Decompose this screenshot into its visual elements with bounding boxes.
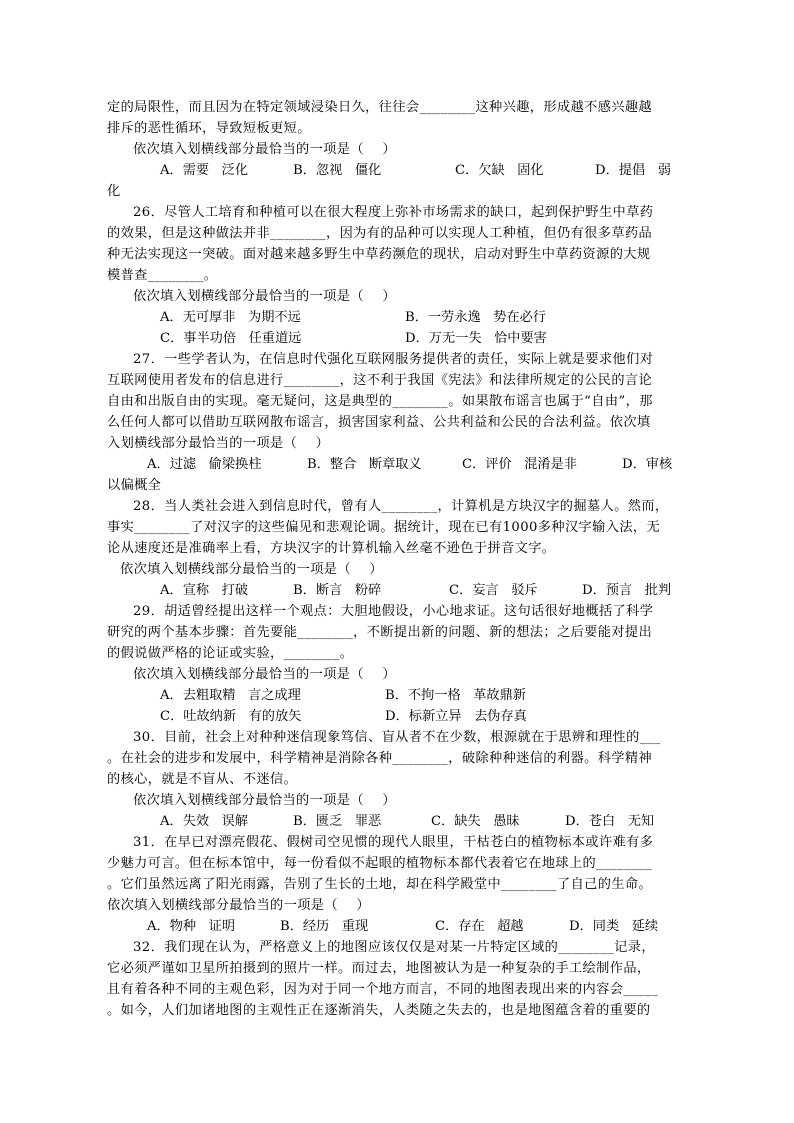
- question-31: 31．在早已对漂亮假花、假树司空见惯的现代人眼里，干枯苍白的植物标本或许难有多: [133, 835, 654, 850]
- text-line: 么任何人都可以借助互联网散布谣言，损害国家利益、公共利益和公民的合法利益。依次填: [107, 415, 651, 430]
- option-b: B．忽视 僵化: [293, 163, 382, 178]
- option-c: C．吐故纳新 有的放矢: [160, 709, 302, 724]
- option-d: D．审核: [622, 457, 673, 472]
- option-d: D．苍白 无知: [565, 814, 655, 829]
- question-prompt: 依次填入划横线部分最恰当的一项是（ ）: [133, 667, 396, 682]
- text-line: 。如今，人们加诸地图的主观性正在逐渐消失，人类随之失去的，也是地图蕴含着的重要的: [107, 1003, 651, 1018]
- question-27: 27．一些学者认为，在信息时代强化互联网服务提供者的责任，实际上就是要求他们对: [133, 352, 654, 367]
- question-prompt: 依次填入划横线部分最恰当的一项是（ ）: [107, 898, 370, 913]
- text-line: 研究的两个基本步骤：首先要能________，不断提出新的问题、新的想法；之后要能对提出: [107, 625, 653, 640]
- text-line: 。它们虽然远离了阳光雨露，告别了生长的土地，却在科学殿堂中________了自己的生命。: [107, 877, 653, 892]
- option-b: B．断言 粉碎: [293, 583, 382, 598]
- option-a: A．物种 证明: [147, 919, 236, 934]
- option-b: B．经历 重现: [280, 919, 369, 934]
- text-line: 自由和出版自由的实现。毫无疑问，这是典型的________。如果散布谣言也属于“自由”，那: [107, 394, 653, 409]
- option-b: B．整合 断章取义: [307, 457, 422, 472]
- text-line: 。在社会的进步和发展中，科学精神是消除各种________，破除种种迷信的利器。科学精神: [107, 751, 653, 766]
- text-line: 排斥的恶性循环，导致短板更短。: [107, 121, 311, 136]
- text-line: 少魅力可言。但在标本馆中，每一份看似不起眼的植物标本都代表着它在地球上的________: [107, 856, 653, 871]
- question-28: 28．当人类社会进入到信息时代，曾有人________，计算机是方块汉字的掘墓人。然而，: [133, 499, 669, 514]
- question-prompt: 依次填入划横线部分最恰当的一项是（ ）: [133, 142, 396, 157]
- question-prompt: 入划横线部分最恰当的一项是（ ）: [107, 436, 330, 451]
- text-line: 互联网使用者发布的信息进行________，这不利于我国《宪法》和法律所规定的公民的言论: [107, 373, 653, 388]
- question-30: 30．目前，社会上对种种迷信现象笃信、盲从者不在少数，根源就在于思辨和理性的___: [133, 730, 661, 745]
- text-line: 论从速度还是准确率上看，方块汉字的计算机输入丝毫不逊色于拼音文字。: [107, 541, 556, 556]
- question-32: 32．我们现在认为，严格意义上的地图应该仅仅是对某一片特定区域的________记录，: [133, 940, 655, 955]
- question-26: 26．尽管人工培育和种植可以在很大程度上弥补市场需求的缺口，起到保护野生中草药: [133, 205, 654, 220]
- text-line: 事实________了对汉字的这些偏见和悲观论调。据统计，现在已有1000多种汉字输入法，无: [107, 520, 661, 535]
- option-b: B．不拘一格 革故鼎新: [385, 688, 526, 703]
- option-b: B．匮乏 罪恶: [293, 814, 382, 829]
- option-d: D．预言 批判: [582, 583, 672, 598]
- text-line: 种无法实现这一突破。面对越来越多野生中草药濒危的现状，启动对野生中草药资源的大规: [107, 247, 651, 262]
- option-c: C．欠缺 固化: [455, 163, 544, 178]
- option-a: A．需要 泛化: [160, 163, 249, 178]
- option-wrap: 以偏概全: [107, 478, 162, 493]
- option-d: D．标新立异 去伪存真: [385, 709, 527, 724]
- option-c: C．存在 超越: [435, 919, 524, 934]
- question-prompt: 依次填入划横线部分最恰当的一项是（ ）: [133, 793, 396, 808]
- option-a: A．去粗取精 言之成理: [160, 688, 301, 703]
- question-prompt: 依次填入划横线部分最恰当的一项是（ ）: [133, 289, 396, 304]
- question-29: 29．胡适曾经提出这样一个观点：大胆地假设，小心地求证。这句话很好地概括了科学: [133, 604, 654, 619]
- option-a: A．宣称 打破: [160, 583, 249, 598]
- option-d: D．万无一失 恰中要害: [405, 331, 547, 346]
- option-a: A．失效 误解: [160, 814, 249, 829]
- text-line: 的假说做严格的论证或实验，________。: [107, 646, 354, 661]
- text-line: 它必须严谨如卫星所拍摄到的照片一样。而过去，地图被认为是一种复杂的手工绘制作品，: [107, 961, 651, 976]
- option-c: C．缺失 愚昧: [431, 814, 520, 829]
- option-b: B．一劳永逸 势在必行: [405, 310, 546, 325]
- text-line: 模普查________。: [107, 268, 218, 283]
- text-line: 定的局限性，而且因为在特定领域浸染日久，往往会________这种兴趣，形成越不感兴趣越: [107, 100, 653, 115]
- option-d: D．提倡 弱: [595, 163, 671, 178]
- option-a: A．无可厚非 为期不远: [160, 310, 301, 325]
- text-line: 的效果，但是这种做法并非________，因为有的品种可以实现人工种植，但仍有很多草药品: [107, 226, 653, 241]
- text-line: 且有着各种不同的主观色彩，因为对于同一个地方而言，不同的地图表现出来的内容会_____: [107, 982, 659, 997]
- option-d: D．同类 延续: [569, 919, 659, 934]
- option-c: C．评价 混淆是非: [462, 457, 577, 472]
- option-c: C．事半功倍 任重道远: [160, 331, 302, 346]
- option-a: A．过滤 偷梁换柱: [147, 457, 262, 472]
- option-wrap: 化: [107, 184, 121, 199]
- text-line: 的核心，就是不盲从、不迷信。: [107, 772, 298, 787]
- option-c: C．妄言 驳斥: [449, 583, 538, 598]
- question-prompt: 依次填入划横线部分最恰当的一项是（ ）: [120, 562, 383, 577]
